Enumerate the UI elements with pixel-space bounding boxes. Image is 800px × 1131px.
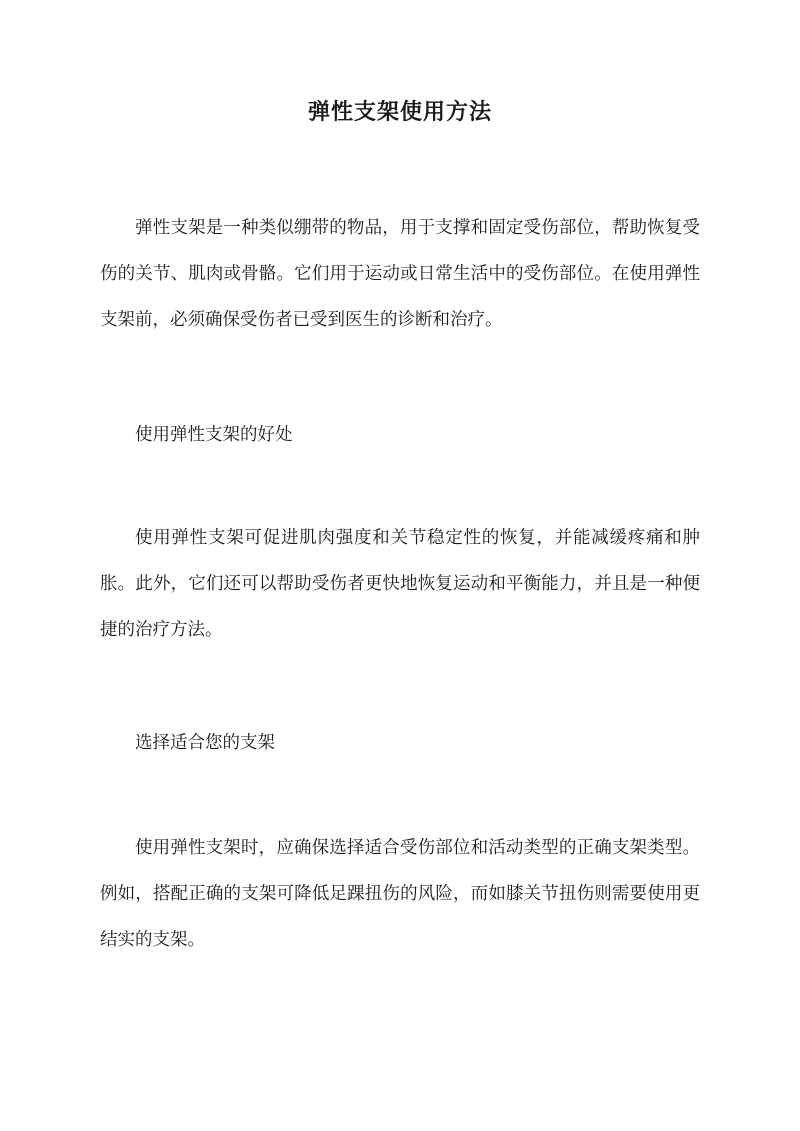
- intro-paragraph: 弹性支架是一种类似绷带的物品，用于支撑和固定受伤部位，帮助恢复受伤的关节、肌肉或骨骼。它们用于运动或日常生活中的受伤部位。在使用弹性支架前，必须确保受伤者已受到医生的诊断和治疗。: [100, 218, 700, 330]
- document-title: 弹性支架使用方法: [307, 99, 492, 125]
- choose-paragraph: 使用弹性支架时，应确保选择适合受伤部位和活动类型的正确支架类型。例如，搭配正确的支架可降低足踝扭伤的风险，而如膝关节扭伤则需要使用更结实的支架。: [100, 838, 700, 950]
- section-heading-choose: 选择适合您的支架: [135, 733, 275, 753]
- benefits-paragraph: 使用弹性支架可促进肌肉强度和关节稳定性的恢复，并能减缓疼痛和肿胀。此外，它们还可以帮助受伤者更快地恢复运动和平衡能力，并且是一种便捷的治疗方法。: [100, 528, 700, 640]
- section-heading-benefits: 使用弹性支架的好处: [135, 425, 293, 445]
